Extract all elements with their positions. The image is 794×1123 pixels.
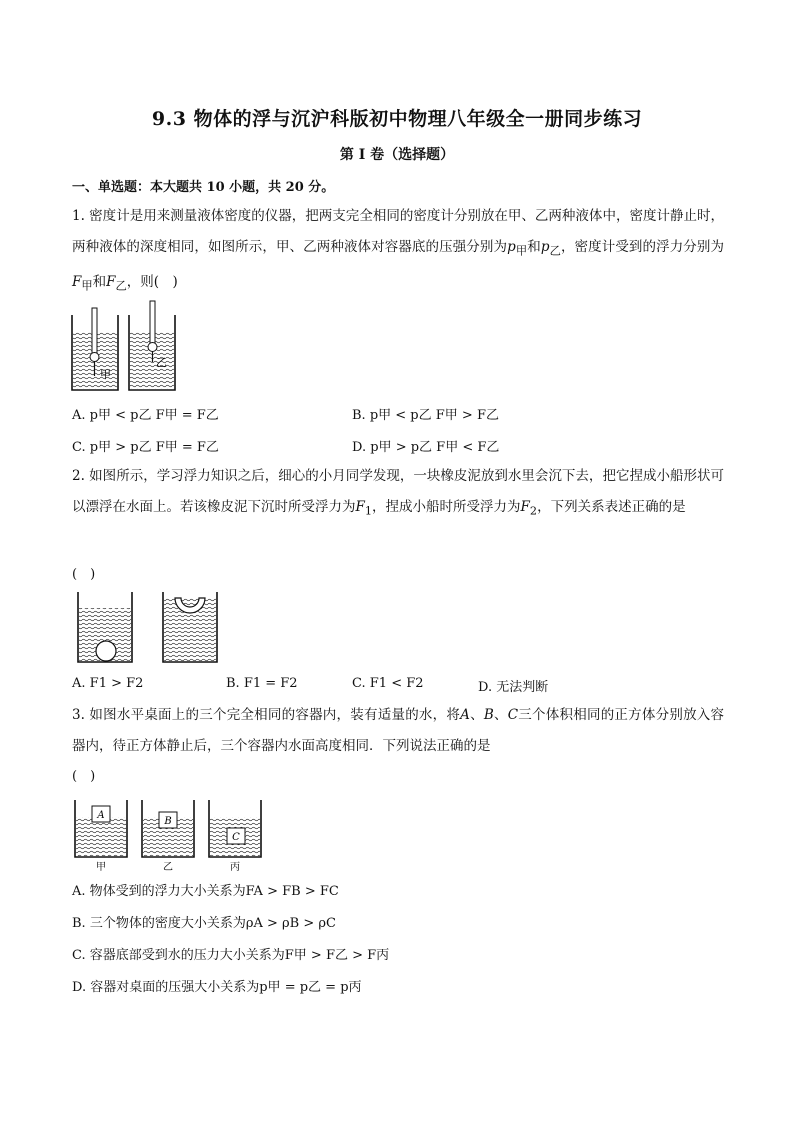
section-title: 第 I 卷（选择题）	[339, 147, 455, 163]
fig3-label-bing: 丙	[230, 862, 240, 873]
question-2-bracket: ( )	[72, 567, 96, 582]
page-title: 9.3 物体的浮与沉沪科版初中物理八年级全一册同步练习	[151, 108, 643, 130]
q3-option-b[interactable]: B. 三个物体的密度大小关系为ρA > ρB > ρC	[72, 916, 336, 931]
q1-option-b[interactable]: B. p甲 < p乙 F甲 > F乙	[352, 408, 499, 423]
question-1-stem: 1. 密度计是用来测量液体密度的仪器，把两支完全相同的密度计分别放在甲、乙两种液体中，密度计静止时，两种液体的深度相同，如图所示，甲、乙两种液体对容器底的压强分别为$p_甲$和$p_乙$，密度计受到的浮力分别为$F_甲$和$F_乙$，则( )	[72, 208, 725, 293]
fig3-label-yi: 乙	[163, 862, 173, 873]
question-2-stem: 2. 如图所示，学习浮力知识之后，细心的小月同学发现，一块橡皮泥放到水里会沉下去，把它捏成小船形状可以漂浮在水面上。若该橡皮泥下沉时所受浮力为$F_1$，捏成小船时所受浮力为$F_2$，下列关系表述正确的是	[72, 468, 724, 518]
fig3-block-b: B	[164, 816, 172, 827]
q1-option-c[interactable]: C. p甲 > p乙 F甲 = F乙	[72, 440, 219, 455]
question-3-figure	[72, 798, 266, 874]
fig3-block-c: C	[232, 832, 240, 843]
question-3-bracket: ( )	[72, 769, 96, 784]
q2-option-d[interactable]: D. 无法判断	[478, 680, 549, 695]
question-1-figure	[70, 300, 190, 395]
fig1-label-jia: 甲	[100, 368, 111, 381]
q1-option-d[interactable]: D. p甲 > p乙 F甲 < F乙	[352, 440, 500, 455]
fig3-block-a: A	[97, 810, 105, 821]
question-2-figure	[76, 590, 226, 666]
question-3-stem: 3. 如图水平桌面上的三个完全相同的容器内，装有适量的水，将A、B、C三个体积相同的正方体分别放入容器内，待正方体静止后，三个容器内水面高度相同．下列说法正确的是	[72, 707, 725, 754]
q2-option-b[interactable]: B. F1 = F2	[226, 676, 298, 691]
q3-option-d[interactable]: D. 容器对桌面的压强大小关系为p甲 = p乙 = p丙	[72, 980, 362, 995]
q2-option-c[interactable]: C. F1 < F2	[352, 676, 424, 691]
q2-option-a[interactable]: A. F1 > F2	[72, 676, 144, 691]
q1-option-a[interactable]: A. p甲 < p乙 F甲 = F乙	[72, 408, 219, 423]
q3-option-c[interactable]: C. 容器底部受到水的压力大小关系为F甲 > F乙 > F丙	[72, 948, 390, 963]
fig1-label-yi: 乙	[156, 356, 167, 369]
part-heading: 一、单选题：本大题共 10 小题，共 20 分。	[72, 180, 335, 195]
q3-option-a[interactable]: A. 物体受到的浮力大小关系为FA > FB > FC	[72, 884, 339, 899]
fig3-label-jia: 甲	[96, 862, 106, 873]
